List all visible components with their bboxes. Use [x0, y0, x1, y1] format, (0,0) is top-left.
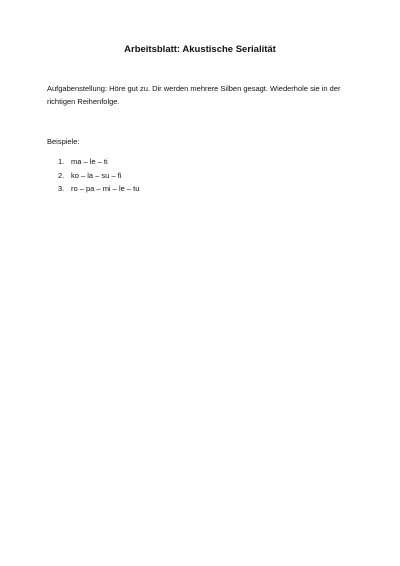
list-item [58, 182, 139, 196]
page-title: Arbeitsblatt: Akustische Serialität [124, 44, 276, 55]
list-item-text: ro – pa – mi – le – tu [71, 184, 140, 193]
list-item [58, 155, 139, 169]
examples-list [58, 155, 139, 196]
list-item [58, 169, 139, 183]
task-instruction: Aufgabenstellung: Höre gut zu. Dir werden mehrere Silben gesagt. Wiederhole sie in der richtigen Reihenfolge. [47, 84, 341, 106]
examples-heading: Beispiele: [47, 137, 80, 146]
list-item-number: 1. [58, 157, 65, 166]
list-item-text: ma – le – ti [71, 157, 108, 166]
list-item-text: ko – la – su – fi [71, 170, 122, 180]
list-item-number: 3. [58, 184, 65, 193]
list-item-number: 2. [58, 170, 65, 180]
